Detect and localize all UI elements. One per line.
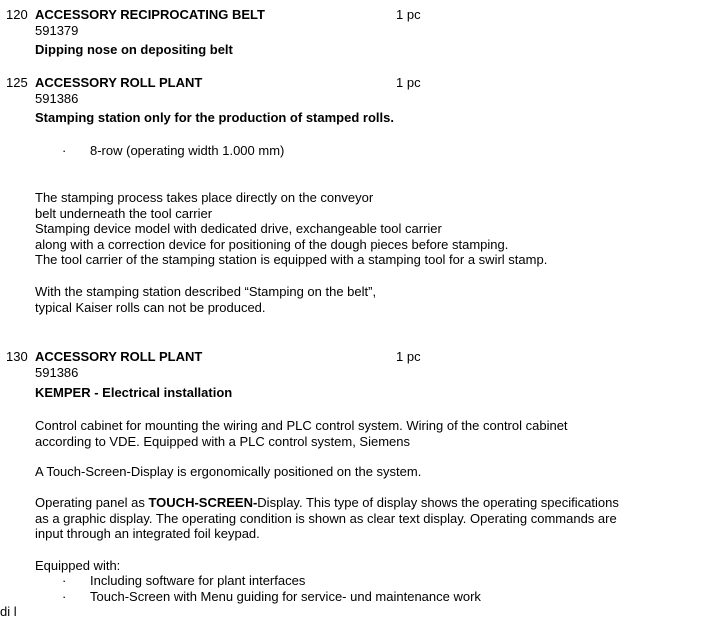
equipped-label [35, 558, 685, 574]
text-line: The tool carrier of the stamping station is equipped with a stamping tool for a swirl stamp. [35, 252, 548, 268]
bullet-dot: · [62, 573, 67, 588]
text-line: With the stamping station described “Stamping on the belt”, [35, 284, 377, 299]
text-line: according to VDE. Equipped with a PLC control system, Siemens [35, 433, 411, 449]
bullet-dot: · [62, 143, 67, 158]
item-subtitle: KEMPER - Electrical installation [35, 385, 233, 400]
bullet-item [62, 143, 284, 159]
item-number: 125 [6, 75, 28, 90]
bullet-item [62, 573, 305, 589]
item-code: 591386 [35, 91, 79, 106]
item-code: 591379 [35, 23, 79, 38]
paragraph-touch-screen [35, 464, 685, 480]
paragraph-control-cabinet [35, 418, 685, 449]
operating-panel-suffix: Display. This type of display shows the operating specifications [257, 495, 619, 510]
text-line: typical Kaiser rolls can not be produced. [35, 299, 266, 315]
bullet-text: Touch-Screen with Menu guiding for service- und maintenance work [90, 589, 481, 604]
cutoff-text: di l [0, 604, 17, 619]
bullet-text: Including software for plant interfaces [90, 573, 306, 588]
item-quantity: 1 pc [396, 349, 421, 364]
text-line: as a graphic display. The operating condition is shown as clear text display. Operating commands are [35, 510, 617, 526]
text-line: Control cabinet for mounting the wiring and PLC control system. Wiring of the control cabinet [35, 418, 568, 433]
text-line: Stamping device model with dedicated drive, exchangeable tool carrier [35, 221, 442, 237]
paragraph-kaiser-note [35, 284, 685, 315]
bullet-dot: · [62, 589, 67, 604]
item-subtitle: Stamping station only for the production of stamped rolls. [35, 110, 394, 125]
operating-panel-prefix: Operating panel as [35, 495, 149, 510]
text-line: input through an integrated foil keypad. [35, 526, 260, 542]
item-quantity: 1 pc [396, 7, 421, 22]
text-line: belt underneath the tool carrier [35, 205, 213, 221]
item-quantity: 1 pc [396, 75, 421, 90]
text-line: The stamping process takes place directly on the conveyor [35, 190, 374, 205]
item-title: ACCESSORY ROLL PLANT [35, 75, 203, 90]
bullet-item [62, 589, 481, 605]
operating-panel-bold: TOUCH-SCREEN- [148, 495, 258, 510]
item-code: 591386 [35, 365, 79, 380]
item-title: ACCESSORY ROLL PLANT [35, 349, 203, 364]
paragraph-stamping-process [35, 190, 685, 268]
text-line: along with a correction device for positioning of the dough pieces before stamping. [35, 236, 509, 252]
item-number: 120 [6, 7, 28, 22]
item-number: 130 [6, 349, 28, 364]
item-subtitle: Dipping nose on depositing belt [35, 42, 233, 57]
text-line: Equipped with: [35, 558, 121, 573]
paragraph-operating-panel [35, 495, 685, 542]
text-line [35, 495, 685, 511]
bullet-text: 8-row (operating width 1.000 mm) [90, 143, 285, 158]
text-line: A Touch-Screen-Display is ergonomically positioned on the system. [35, 464, 422, 479]
item-title: ACCESSORY RECIPROCATING BELT [35, 7, 265, 22]
